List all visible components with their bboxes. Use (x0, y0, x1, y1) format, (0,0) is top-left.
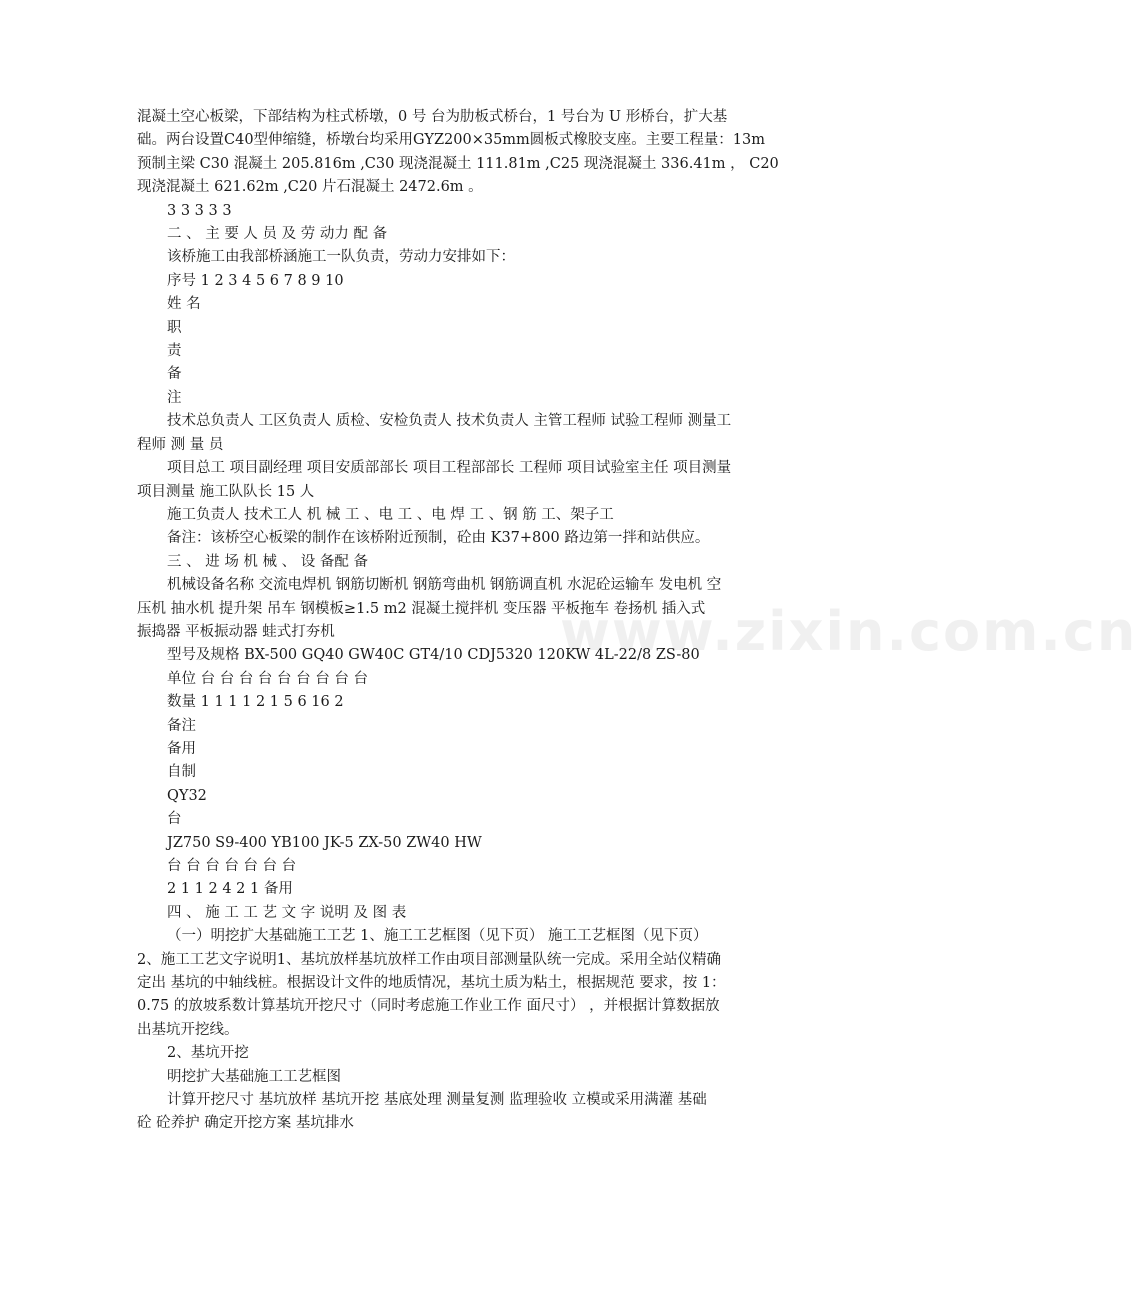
text-line: （一）明挖扩大基础施工工艺 1、施工工艺框图（见下页） 施工工艺框图（见下页） (167, 928, 708, 945)
text-line: 备 (167, 366, 182, 383)
text-line: 姓 名 (167, 296, 201, 313)
document-body (137, 106, 801, 1136)
text-line: 项目总工 项目副经理 项目安质部部长 项目工程部部长 工程师 项目试验室主任 项目测量 (167, 460, 732, 477)
text-line: 备注 (167, 717, 196, 734)
section-heading-3: 三 、 进 场 机 械 、 设 备配 备 (167, 553, 368, 570)
text-line: 砼 砼养护 确定开挖方案 基坑排水 (137, 1115, 354, 1132)
text-line: 备注：该桥空心板梁的制作在该桥附近预制，砼由 K37+800 路边第一拌和站供应。 (167, 530, 710, 547)
text-line: 压机 抽水机 提升架 吊车 钢模板≥1.5 m2 混凝土搅拌机 变压器 平板拖车 卷扬机 插入式 (137, 600, 706, 617)
text-line: 技术总负责人 工区负责人 质检、安检负责人 技术负责人 主管工程师 试验工程师 测量工 (167, 413, 732, 430)
text-line: 备用 (167, 740, 196, 757)
text-line: 自制 (167, 764, 196, 781)
text-line: JZ750 S9-400 YB100 JK-5 ZX-50 ZW40 HW (167, 834, 482, 851)
text-line: QY32 (167, 787, 207, 804)
text-line: 出基坑开挖线。 (137, 1021, 239, 1038)
text-line: 职 (167, 319, 182, 336)
text-line: 单位 台 台 台 台 台 台 台 台 台 (167, 670, 368, 687)
text-line: 项目测量 施工队队长 15 人 (137, 483, 315, 500)
text-line: 振捣器 平板振动器 蛙式打夯机 (137, 623, 335, 640)
text-line: 型号及规格 BX-500 GQ40 GW40C GT4/10 CDJ5320 120KW 4L-22/8 ZS-80 (167, 647, 700, 664)
text-line: 础。两台设置C40型伸缩缝，桥墩台均采用GYZ200×35mm圆板式橡胶支座。主要工程量：13m (137, 132, 765, 149)
text-line: 混凝土空心板梁，下部结构为柱式桥墩，0 号 台为肋板式桥台，1 号台为 U 形桥台，扩大基 (137, 109, 728, 125)
text-line: 2、基坑开挖 (167, 1045, 249, 1062)
section-heading-4: 四 、 施 工 工 艺 文 字 说明 及 图 表 (167, 904, 407, 921)
text-line: 2、施工工艺文字说明1、基坑放样基坑放样工作由项目部测量队统一完成。采用全站仪精确 (137, 951, 721, 968)
text-line: 程师 测 量 员 (137, 436, 224, 453)
text-line: 注 (167, 389, 182, 406)
text-line: 责 (167, 343, 182, 360)
text-line: 3 3 3 3 3 (167, 202, 232, 219)
text-line: 序号 1 2 3 4 5 6 7 8 9 10 (167, 272, 344, 289)
text-line: 2 1 1 2 4 2 1 备用 (167, 881, 293, 898)
text-line: 计算开挖尺寸 基坑放样 基坑开挖 基底处理 测量复测 监理验收 立模或采用满灌 基础 (167, 1092, 707, 1109)
text-line: 该桥施工由我部桥涵施工一队负责，劳动力安排如下： (167, 249, 515, 266)
text-line: 机械设备名称 交流电焊机 钢筋切断机 钢筋弯曲机 钢筋调直机 水泥砼运输车 发电机 空 (167, 577, 722, 594)
text-line: 现浇混凝土 621.62m ,C20 片石混凝土 2472.6m 。 (137, 179, 483, 196)
section-heading-2: 二 、 主 要 人 员 及 劳 动力 配 备 (167, 226, 388, 243)
text-line: 台 (167, 811, 182, 828)
text-line: 0.75 的放坡系数计算基坑开挖尺寸（同时考虑施工作业工作 面尺寸） ，并根据计算数据放 (137, 998, 720, 1015)
text-line: 数量 1 1 1 1 2 1 5 6 16 2 (167, 694, 344, 711)
text-line: 预制主梁 C30 混凝土 205.816m ,C30 现浇混凝土 111.81m ,C25 现浇混凝土 336.41m ， C20 (137, 155, 779, 172)
text-line: 施工负责人 技术工人 机 械 工 、电 工 、电 焊 工 、钢 筋 工、架子工 (167, 506, 614, 523)
text-line: 定出 基坑的中轴线桩。根据设计文件的地质情况，基坑土质为粘土，根据规范 要求，按 1： (137, 975, 726, 992)
text-line: 明挖扩大基础施工工艺框图 (167, 1068, 341, 1085)
text-line: 台 台 台 台 台 台 台 (167, 858, 297, 874)
watermark: www.zixin.com.cn (560, 600, 1137, 663)
